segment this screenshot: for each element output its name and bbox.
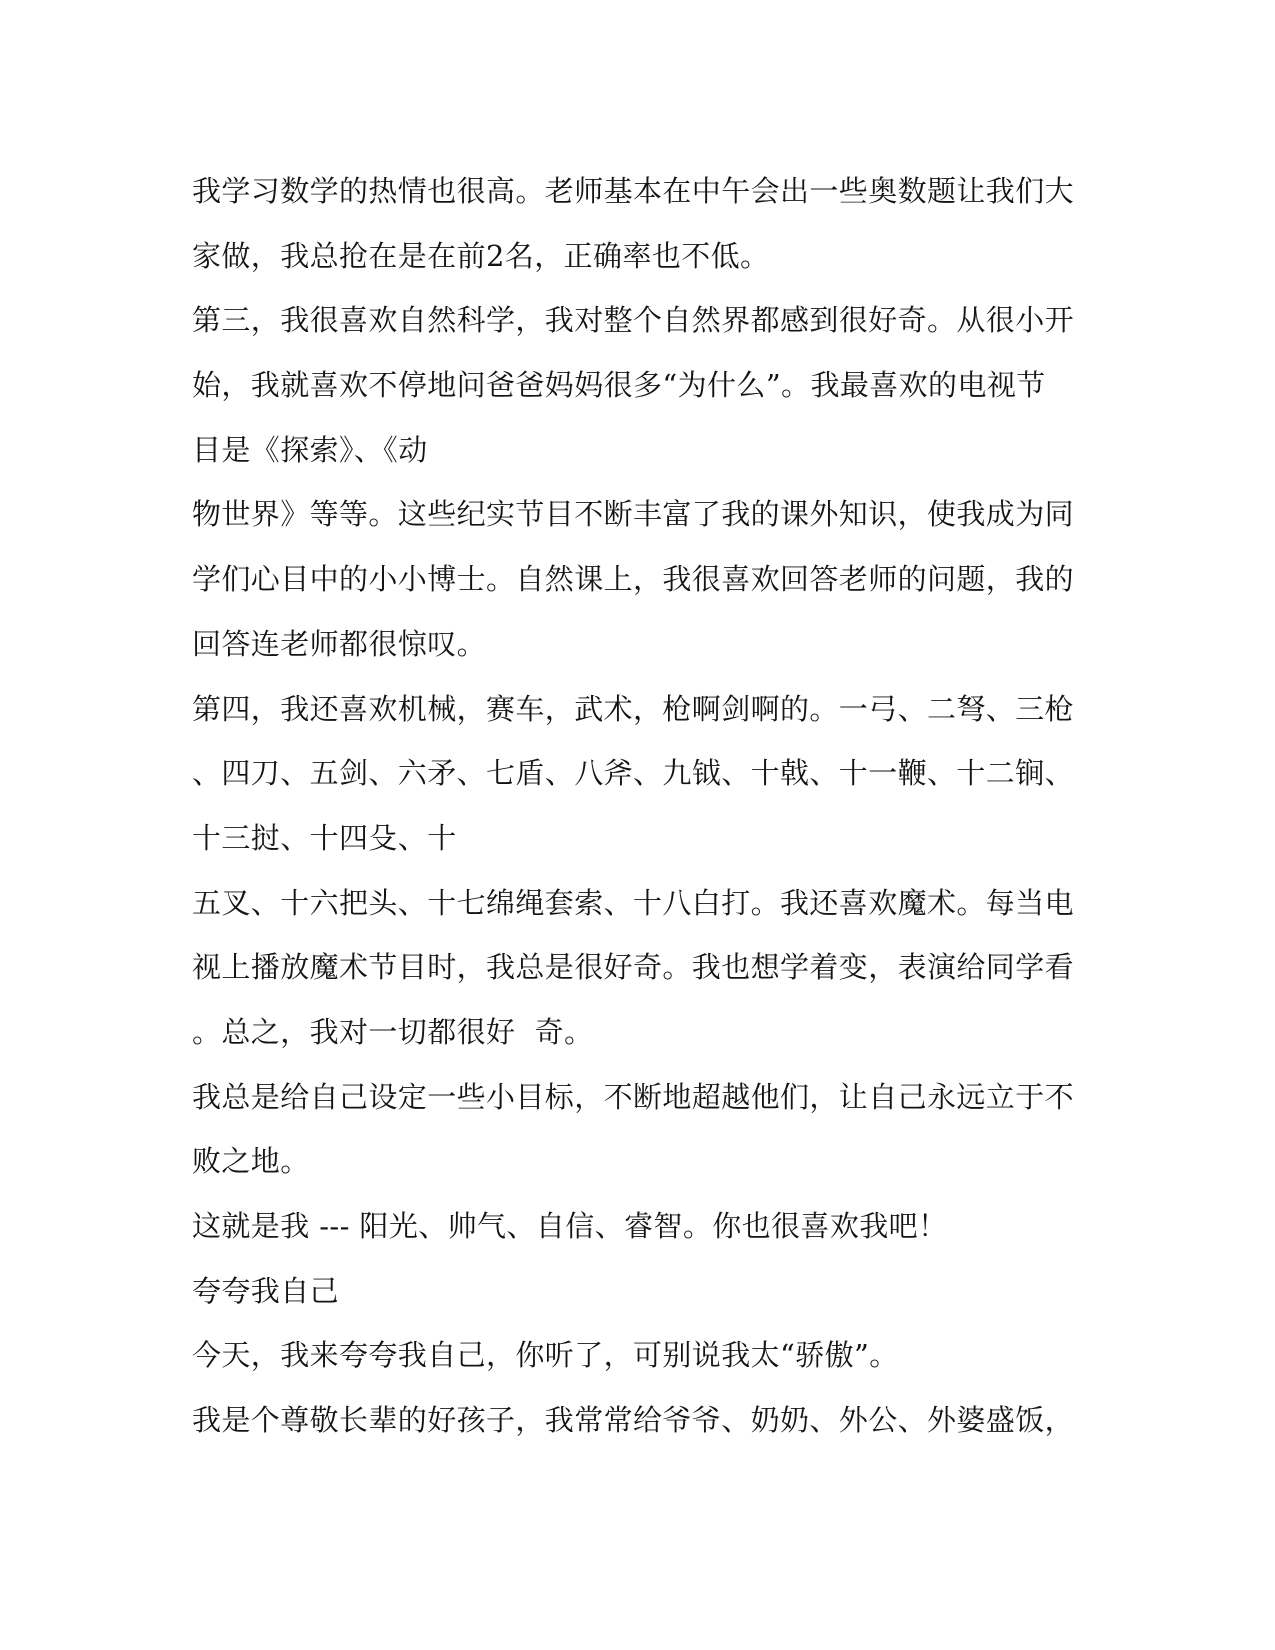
text-line: 这就是我 --- 阳光、帅气、自信、睿智。你也很喜欢我吧！ — [192, 1209, 948, 1243]
text-line: 我总是给自己设定一些小目标，不断地超越他们，让自己永远立于不 — [192, 1079, 1075, 1114]
text-line: 十三挝、十四殳、十 — [192, 820, 457, 855]
text-line: 第四，我还喜欢机械，赛车，武术，枪啊剑啊的。一弓、二弩、三枪 — [192, 691, 1075, 726]
section-heading: 夸夸我自己 — [192, 1273, 340, 1308]
text-line: 、四刀、五剑、六矛、七盾、八斧、九钺、十戟、十一鞭、十二锏、 — [192, 756, 1075, 791]
text-line: 物世界》等等。这些纪实节目不断丰富了我的课外知识，使我成为同 — [192, 497, 1075, 532]
text-line: 回答连老师都很惊叹。 — [192, 626, 487, 661]
text-line: 家做，我总抢在是在前2名，正确率也不低。 — [192, 238, 770, 273]
text-line: 我学习数学的热情也很高。老师基本在中午会出一些奥数题让我们大 — [192, 174, 1075, 208]
text-line: 败之地。 — [192, 1144, 310, 1179]
text-line: 视上播放魔术节目时，我总是很好奇。我也想学着变，表演给同学看 — [192, 950, 1075, 985]
text-line: 目是《探索》、《动 — [192, 432, 428, 467]
text-line: 今天，我来夸夸我自己，你听了，可别说我太“骄傲”。 — [192, 1338, 899, 1373]
text-line: 五叉、十六把头、十七绵绳套索、十八白打。我还喜欢魔术。每当电 — [192, 885, 1075, 920]
document-body — [192, 166, 1075, 1460]
text-line: 第三，我很喜欢自然科学，我对整个自然界都感到很好奇。从很小开 — [192, 303, 1075, 338]
text-line: 学们心目中的小小博士。自然课上，我很喜欢回答老师的问题，我的 — [192, 562, 1075, 597]
text-line: 始，我就喜欢不停地问爸爸妈妈很多“为什么”。我最喜欢的电视节 — [192, 368, 1046, 403]
text-line: 我是个尊敬长辈的好孩子，我常常给爷爷、奶奶、外公、外婆盛饭， — [192, 1403, 1075, 1438]
text-line: 。总之，我对一切都很好 奇。 — [192, 1014, 594, 1049]
